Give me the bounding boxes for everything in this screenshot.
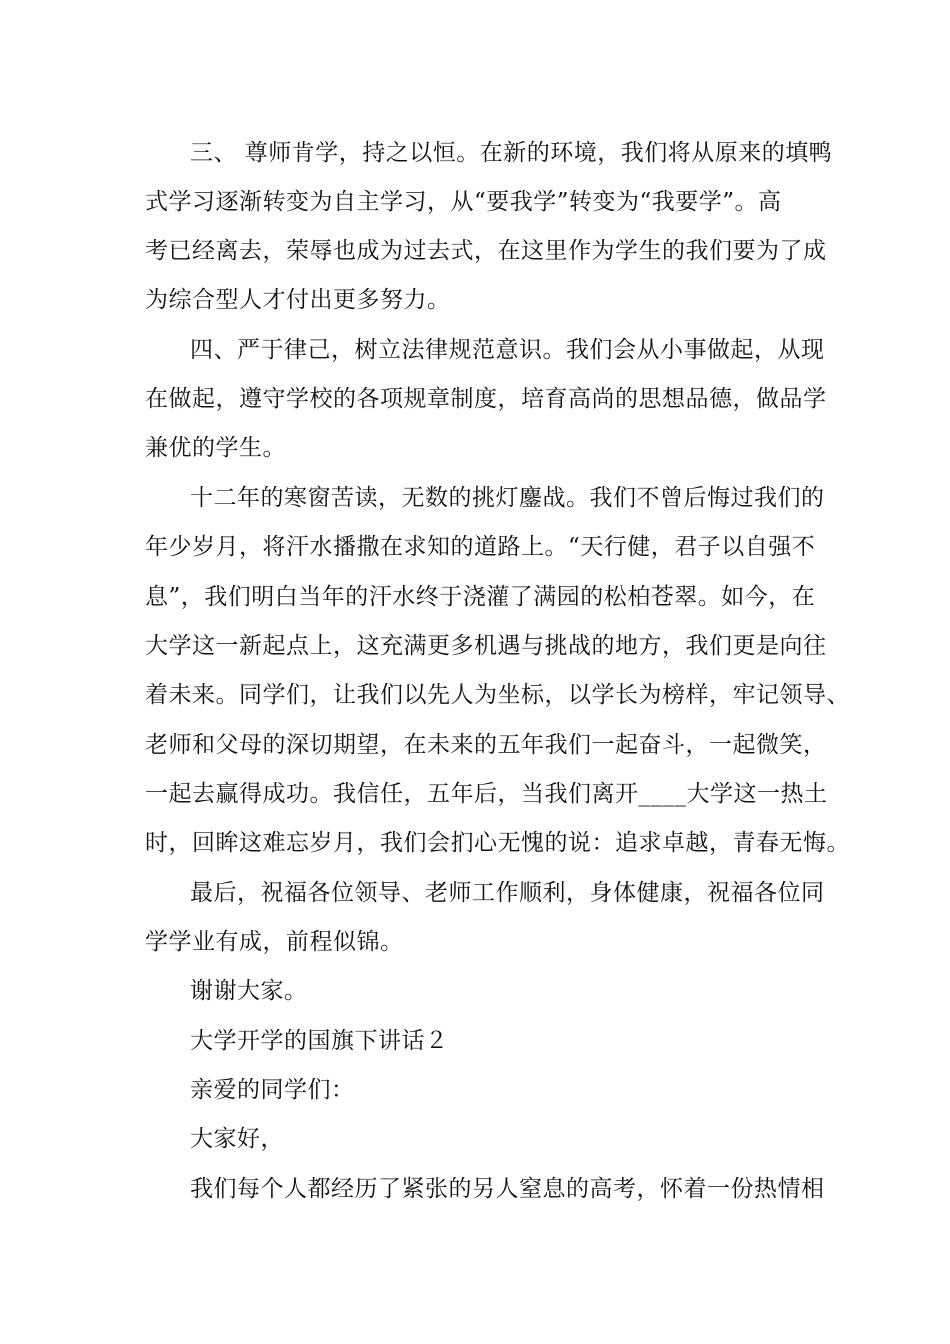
text-line: 十二年的寒窗苦读，无数的挑灯鏖战。我们不曾后悔过我们的 <box>190 485 825 511</box>
text-line: 式学习逐渐转变为自主学习，从“要我学”转变为“我要学”。高 <box>145 189 782 215</box>
text-line: 大家好， <box>190 1126 284 1152</box>
text-line: 谢谢大家。 <box>190 978 308 1004</box>
text-line: 为综合型人才付出更多努力。 <box>145 287 451 313</box>
text-line: 我们每个人都经历了紧张的另人窒息的高考，怀着一份热情相 <box>190 1176 825 1202</box>
text-line: 学学业有成，前程似锦。 <box>145 929 404 955</box>
text-line: 时，回眸这难忘岁月，我们会扪心无愧的说：追求卓越，青春无悔。 <box>145 830 850 856</box>
text-line: 三、 尊师肯学，持之以恒。在新的环境，我们将从原来的填鸭 <box>190 140 833 166</box>
text-line: 老师和父母的深切期望，在未来的五年我们一起奋斗，一起微笑， <box>145 732 827 758</box>
text-line: 大学这一新起点上，这充满更多机遇与挑战的地方，我们更是向往 <box>145 633 827 659</box>
text-line: 着未来。同学们，让我们以先人为坐标，以学长为榜样，牢记领导、 <box>145 682 850 708</box>
text-line: 考已经离去，荣辱也成为过去式，在这里作为学生的我们要为了成 <box>145 238 827 264</box>
text-line: 亲爱的同学们： <box>190 1077 355 1103</box>
text-line: 兼优的学生。 <box>145 435 286 461</box>
text-line: 息”，我们明白当年的汗水终于浇灌了满园的松柏苍翠。如今，在 <box>145 584 816 610</box>
text-line: 在做起，遵守学校的各项规章制度，培育高尚的思想品德，做品学 <box>145 386 827 412</box>
text-line: 年少岁月，将汗水播撒在求知的道路上。“天行健，君子以自强不 <box>145 534 816 560</box>
text-line: 最后，祝福各位领导、老师工作顺利，身体健康，祝福各位同 <box>190 880 825 906</box>
section-heading: 大学开学的国旗下讲话２ <box>190 1028 449 1054</box>
text-line: 一起去赢得成功。我信任，五年后，当我们离开____大学这一热土 <box>145 781 828 807</box>
text-line: 四、严于律己，树立法律规范意识。我们会从小事做起，从现 <box>190 337 825 363</box>
